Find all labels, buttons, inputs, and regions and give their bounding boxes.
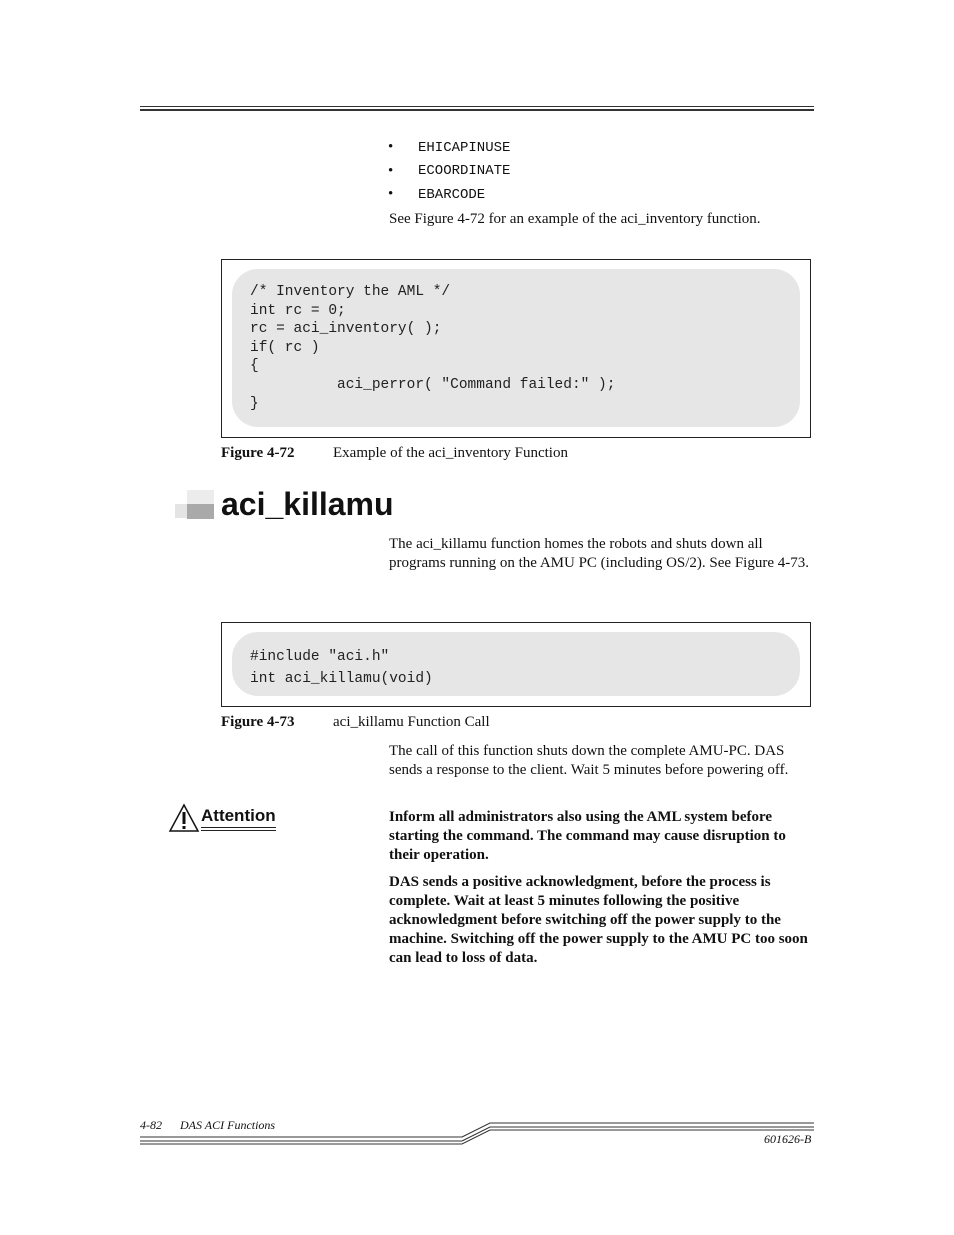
code-box-figure-72 (221, 259, 811, 438)
header-rule-bottom (140, 109, 814, 111)
figure-label: Figure 4-73 (221, 714, 295, 730)
document-number: 601626-B (764, 1132, 812, 1146)
error-code-list (388, 136, 510, 207)
intro-paragraph: See Figure 4-72 for an example of the aci_inventory function. (389, 211, 761, 227)
section-heading: aci_killamu (221, 486, 394, 522)
figure-title: aci_killamu Function Call (333, 714, 490, 730)
header-rule-top (140, 106, 814, 107)
warning-icon (168, 803, 200, 833)
footer-rule (140, 1120, 814, 1148)
chapter-title: DAS ACI Functions (180, 1118, 276, 1132)
figure-72-caption (221, 445, 568, 462)
figure-73-caption (221, 714, 490, 731)
list-item: • EHICAPINUSE (388, 139, 511, 156)
page-number: 4-82 (140, 1118, 162, 1132)
attention-paragraph-1: Inform all administrators also using the AML system before starting the command. The command may cause disruption to their operation. (389, 809, 786, 863)
figure-title: Example of the aci_inventory Function (333, 445, 568, 461)
attention-label: Attention (201, 806, 276, 828)
code-sample-inventory: /* Inventory the AML */ int rc = 0; rc = aci_inventory( ); if( rc ) { aci_perror( "Command failed:" ); } (250, 284, 616, 412)
attention-paragraph-2: DAS sends a positive acknowledgment, before the process is complete. Wait at least 5 minutes following the positive acknowledgment before switching off the power supply to the machine. Switching off the power supply to the AMU PC too soon can lead to loss of data. (389, 874, 808, 966)
list-item: • EBARCODE (388, 186, 486, 203)
code-sample-killamu: #include "aci.h" int aci_killamu(void) (250, 649, 433, 687)
section-description: The aci_killamu function homes the robots and shuts down all programs running on the AMU PC (including OS/2). See Figure 4-73. (389, 536, 809, 571)
code-box-figure-73 (221, 622, 811, 707)
list-item: • ECOORDINATE (388, 162, 511, 180)
shutdown-paragraph: The call of this function shuts down the complete AMU-PC. DAS sends a response to the client. Wait 5 minutes before powering off. (389, 743, 789, 778)
figure-label: Figure 4-72 (221, 445, 295, 461)
